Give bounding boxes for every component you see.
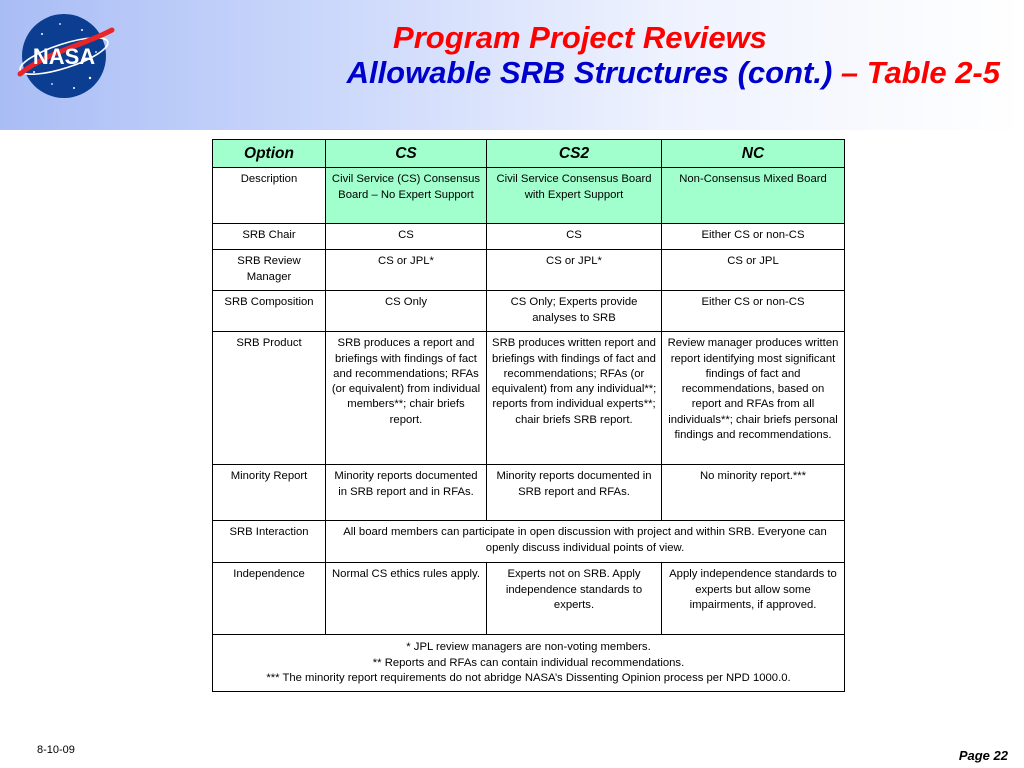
table-row-minority-report — [213, 465, 845, 521]
footnotes-cell — [213, 635, 845, 692]
subtitle-main: Allowable SRB Structures (cont.) — [346, 55, 833, 90]
page-title: Program Project Reviews — [393, 20, 767, 55]
row-label: SRB Interaction — [213, 521, 326, 563]
row-label: Minority Report — [213, 465, 326, 521]
table-cell: Minority reports documented in SRB report and in RFAs. — [326, 465, 487, 521]
table-cell: Review manager produces written report identifying most significant findings of fact and recommendations, based on report and RFAs from all individuals**; chair briefs personal findings and recommendations. — [662, 332, 845, 465]
table-cell: Civil Service (CS) Consensus Board – No Expert Support — [326, 168, 487, 224]
table-cell: CS — [326, 224, 487, 250]
table-cell: CS or JPL* — [326, 250, 487, 291]
table-cell: Experts not on SRB. Apply independence standards to experts. — [487, 563, 662, 635]
footnote: ** Reports and RFAs can contain individual recommendations. — [372, 656, 685, 669]
table-cell: Civil Service Consensus Board with Expert Support — [487, 168, 662, 224]
table-row-srb-composition — [213, 291, 845, 332]
table-row-independence — [213, 563, 845, 635]
table-row-srb-review-manager — [213, 250, 845, 291]
footnote: * JPL review managers are non-voting members. — [406, 641, 651, 654]
table-cell: No minority report.*** — [662, 465, 845, 521]
table-cell: SRB produces a report and briefings with findings of fact and recommendations; RFAs (or equivalent) from individual members**; chair briefs report. — [326, 332, 487, 465]
slide-date: 8-10-09 — [37, 744, 75, 756]
table-row-srb-interaction — [213, 521, 845, 563]
page-subtitle — [347, 55, 1000, 91]
table-cell: Either CS or non-CS — [662, 291, 845, 332]
page-number: Page 22 — [958, 748, 1008, 763]
table-cell: Normal CS ethics rules apply. — [326, 563, 487, 635]
table-cell: CS Only — [326, 291, 487, 332]
row-label: SRB Chair — [213, 224, 326, 250]
table-cell: Minority reports documented in SRB report and RFAs. — [487, 465, 662, 521]
table-row-footnotes — [213, 635, 845, 692]
table-cell: CS or JPL* — [487, 250, 662, 291]
table-cell: Either CS or non-CS — [662, 224, 845, 250]
row-label: SRB Product — [213, 332, 326, 465]
nasa-logo — [12, 12, 117, 100]
row-label: Independence — [213, 563, 326, 635]
table-cell: CS — [487, 224, 662, 250]
column-header-option: Option — [213, 140, 326, 168]
row-label: SRB Composition — [213, 291, 326, 332]
row-label: SRB Review Manager — [213, 250, 326, 291]
table-row-srb-product — [213, 332, 845, 465]
table-header-row — [213, 140, 845, 168]
table-cell: Apply independence standards to experts but allow some impairments, if approved. — [662, 563, 845, 635]
table-cell: CS Only; Experts provide analyses to SRB — [487, 291, 662, 332]
table-cell: CS or JPL — [662, 250, 845, 291]
column-header-nc: NC — [662, 140, 845, 168]
svg-text:NASA: NASA — [32, 44, 96, 69]
column-header-cs2: CS2 — [487, 140, 662, 168]
srb-structures-table — [212, 139, 845, 692]
footnote: *** The minority report requirements do not abridge NASA’s Dissenting Opinion process per NPD 1000.0. — [266, 672, 791, 685]
table-row-srb-chair — [213, 224, 845, 250]
subtitle-table-ref: – Table 2-5 — [832, 55, 1000, 90]
row-label: Description — [213, 168, 326, 224]
column-header-cs: CS — [326, 140, 487, 168]
table-cell: Non-Consensus Mixed Board — [662, 168, 845, 224]
table-cell-merged: All board members can participate in open discussion with project and within SRB. Everyone can openly discuss individual points of view. — [326, 521, 845, 563]
table-row-description — [213, 168, 845, 224]
table-cell: SRB produces written report and briefings with findings of fact and recommendations; RFAs (or equivalent) from any individual**; reports from individual experts**; chair briefs SRB report. — [487, 332, 662, 465]
